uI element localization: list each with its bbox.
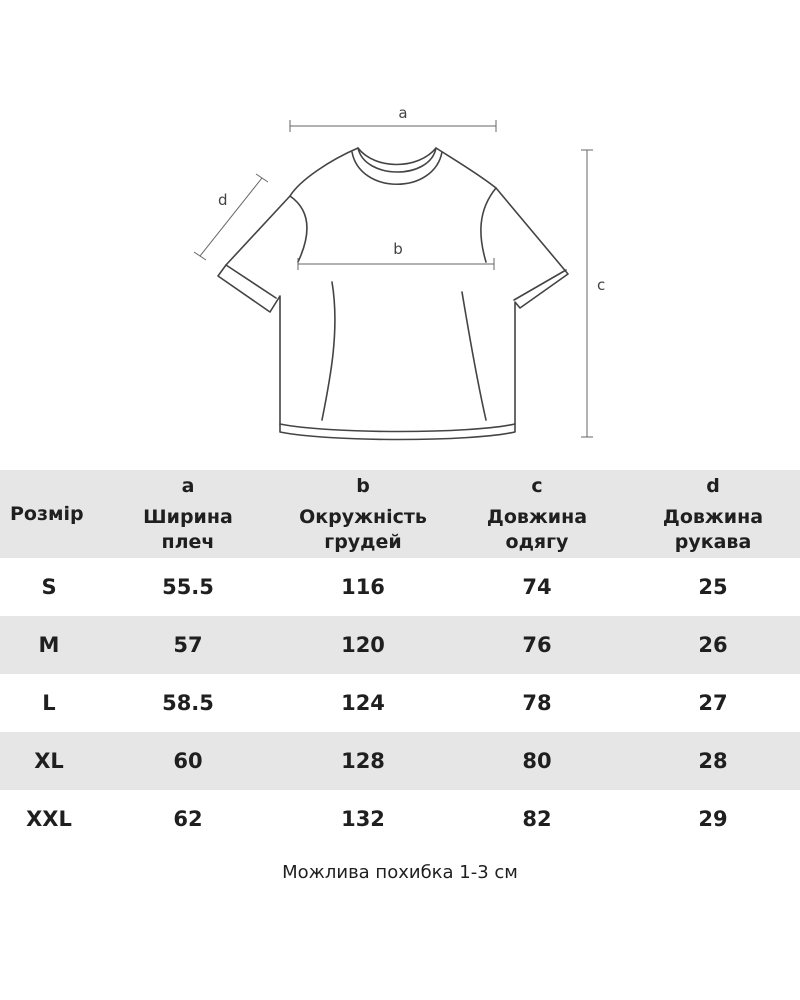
- size-cell: [0, 790, 98, 848]
- size-header-label: Розмір: [10, 502, 84, 525]
- size-label: L: [42, 691, 56, 715]
- value-cell-a: 58.5: [162, 691, 214, 715]
- size-label: S: [41, 575, 57, 599]
- value-cell-a: 55.5: [162, 575, 214, 599]
- value-cell-c: 74: [522, 575, 552, 599]
- value-cell-c: 80: [522, 749, 552, 773]
- dimension-label-c: c: [597, 276, 606, 294]
- size-column-header: [0, 470, 98, 558]
- column-header-d: [626, 470, 800, 558]
- value-cell-a: 62: [173, 807, 203, 831]
- table-row: [0, 790, 800, 848]
- column-title-line1: Окружність: [299, 505, 427, 528]
- value-cell-b: 132: [341, 807, 385, 831]
- column-letter: b: [356, 474, 370, 497]
- size-cell: [0, 616, 98, 674]
- value-cell-a: 60: [173, 749, 203, 773]
- table-row: [0, 732, 800, 790]
- column-title-line2: рукава: [674, 530, 752, 553]
- value-cell-b: 116: [341, 575, 385, 599]
- column-title-line1: Ширина: [143, 505, 233, 528]
- size-label: M: [38, 633, 60, 657]
- column-letter: d: [706, 474, 720, 497]
- table-header-row: [0, 470, 800, 558]
- dimension-c: [581, 150, 605, 437]
- value-cell-d: 27: [698, 691, 728, 715]
- size-label: XL: [34, 749, 64, 773]
- table-row: [0, 558, 800, 616]
- size-cell: [0, 732, 98, 790]
- value-cell-d: 26: [698, 633, 728, 657]
- column-letter: c: [531, 474, 543, 497]
- size-cell: [0, 674, 98, 732]
- size-table: [0, 470, 800, 848]
- column-title-line2: грудей: [324, 530, 402, 553]
- table-row: [0, 616, 800, 674]
- column-letter: a: [181, 474, 195, 497]
- size-label: XXL: [26, 807, 72, 831]
- dimension-b: [298, 240, 494, 270]
- column-title-line2: одягу: [505, 530, 569, 553]
- dimension-label-b: b: [393, 240, 403, 258]
- tshirt-measurement-diagram: [0, 0, 800, 470]
- value-cell-c: 82: [522, 807, 552, 831]
- column-header-b: [278, 470, 448, 558]
- value-cell-d: 28: [698, 749, 728, 773]
- tolerance-note: Можлива похибка 1-3 см: [282, 862, 518, 883]
- value-cell-d: 29: [698, 807, 728, 831]
- value-cell-b: 124: [341, 691, 385, 715]
- dimension-d: [194, 174, 268, 260]
- value-cell-b: 128: [341, 749, 385, 773]
- value-cell-c: 76: [522, 633, 552, 657]
- dimension-a: [290, 104, 496, 132]
- column-header-c: [448, 470, 626, 558]
- column-header-a: [98, 470, 278, 558]
- column-title-line2: плеч: [161, 530, 215, 553]
- column-title-line1: Довжина: [662, 505, 764, 528]
- value-cell-b: 120: [341, 633, 385, 657]
- dimension-label-d: d: [218, 191, 228, 209]
- dimension-label-a: a: [398, 104, 408, 122]
- column-title-line1: Довжина: [486, 505, 588, 528]
- size-cell: [0, 558, 98, 616]
- value-cell-c: 78: [522, 691, 552, 715]
- value-cell-d: 25: [698, 575, 728, 599]
- tshirt-outline: [218, 148, 568, 440]
- value-cell-a: 57: [173, 633, 203, 657]
- table-row: [0, 674, 800, 732]
